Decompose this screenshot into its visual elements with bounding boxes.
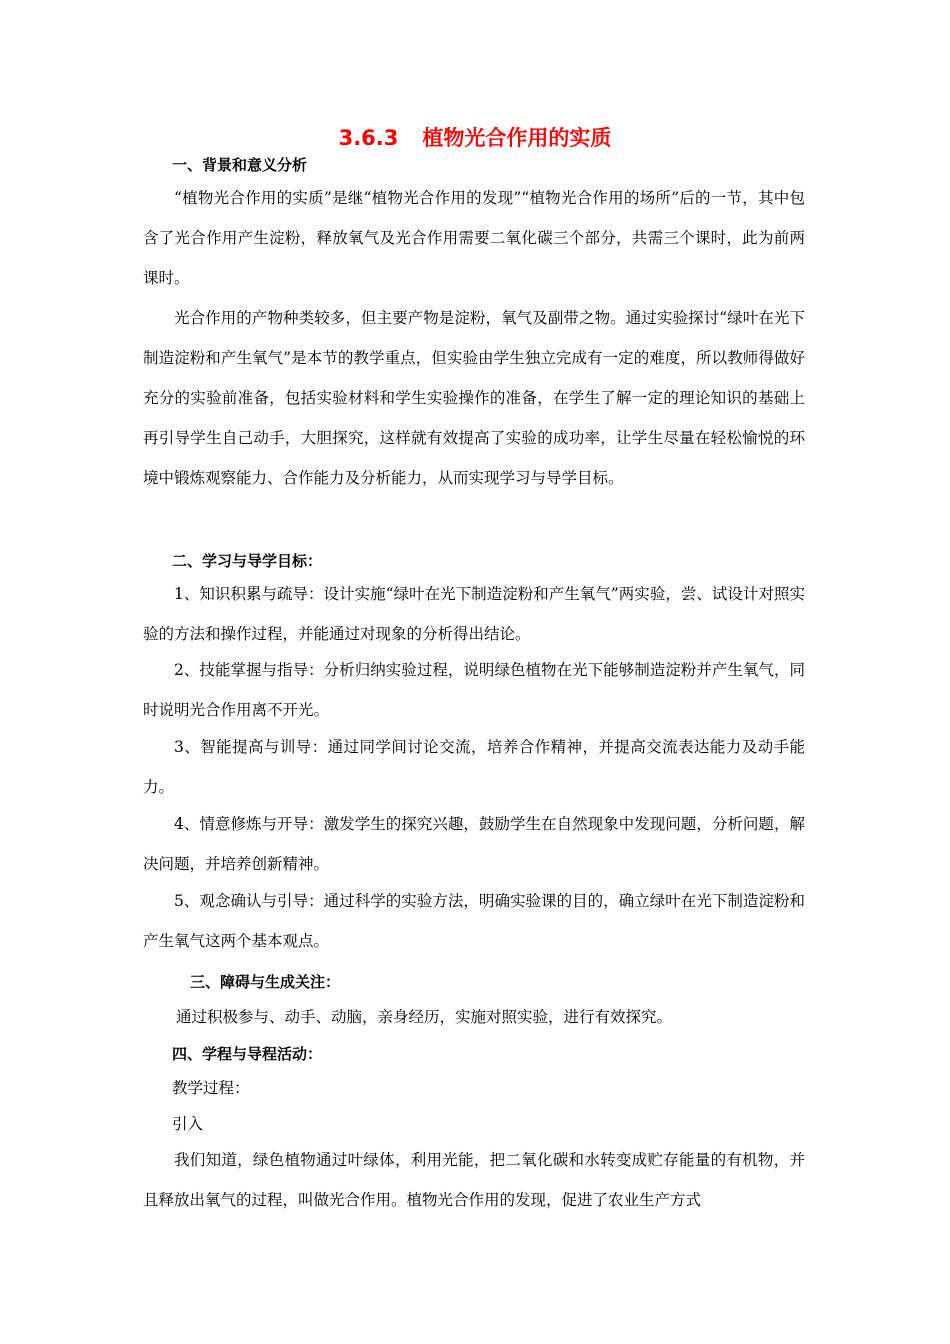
goal-item-4: 4、情意修炼与开导：激发学生的探究兴趣，鼓励学生在自然现象中发现问题，分析问题，解决问题，并培养创新精神。 bbox=[143, 815, 805, 873]
section3-heading: 三、障碍与生成关注： bbox=[190, 973, 341, 991]
title-number: 3.6.3 bbox=[338, 126, 399, 150]
section4-heading: 四、学程与导程活动： bbox=[172, 1045, 323, 1063]
document-title bbox=[0, 122, 950, 152]
goal-item-1: 1、知识积累与疏导：设计实施“绿叶在光下制造淀粉和产生氧气”两实验，尝、试设计对照实验的方法和操作过程，并能通过对现象的分析得出结论。 bbox=[143, 585, 805, 643]
goal-item-2: 2、技能掌握与指导：分析归纳实验过程，说明绿色植物在光下能够制造淀粉并产生氧气，同时说明光合作用离不开光。 bbox=[143, 661, 805, 719]
goal-item-5: 5、观念确认与引导：通过科学的实验方法，明确实验课的目的，确立绿叶在光下制造淀粉和产生氧气这两个基本观点。 bbox=[143, 892, 805, 950]
process-label: 教学过程： bbox=[172, 1079, 250, 1097]
section1-paragraph-1: “植物光合作用的实质”是继“植物光合作用的发现”“植物光合作用的场所”后的一节，其中包含了光合作用产生淀粉，释放氧气及光合作用需要二氧化碳三个部分，共需三个课时，此为前两课时。 bbox=[143, 189, 805, 287]
title-text: 植物光合作用的实质 bbox=[422, 126, 612, 150]
goal-item-3: 3、智能提高与训导：通过同学间讨论交流，培养合作精神，并提高交流表达能力及动手能力。 bbox=[143, 738, 805, 796]
section2-heading: 二、学习与导学目标： bbox=[172, 552, 323, 570]
section4-paragraph-1: 我们知道，绿色植物通过叶绿体，利用光能，把二氧化碳和水转变成贮存能量的有机物，并且释放出氧气的过程，叫做光合作用。植物光合作用的发现，促进了农业生产方式 bbox=[143, 1151, 805, 1209]
section1-paragraph-2: 光合作用的产物种类较多，但主要产物是淀粉，氧气及副带之物。通过实验探讨“绿叶在光下制造淀粉和产生氧气”是本节的教学重点，但实验由学生独立完成有一定的难度，所以教师得做好充分的实验前准备，包括实验材料和学生实验操作的准备，在学生了解一定的理论知识的基础上再引导学生自己动手，大胆探究，这样就有效提高了实验的成功率，让学生尽量在轻松愉悦的环境中锻炼观察能力、合作能力及分析能力，从而实现学习与导学目标。 bbox=[143, 309, 805, 487]
section3-text: 通过积极参与、动手、动脑，亲身经历，实施对照实验，进行有效探究。 bbox=[176, 1008, 673, 1026]
section1-heading: 一、背景和意义分析 bbox=[172, 156, 308, 174]
intro-label: 引入 bbox=[172, 1115, 204, 1133]
